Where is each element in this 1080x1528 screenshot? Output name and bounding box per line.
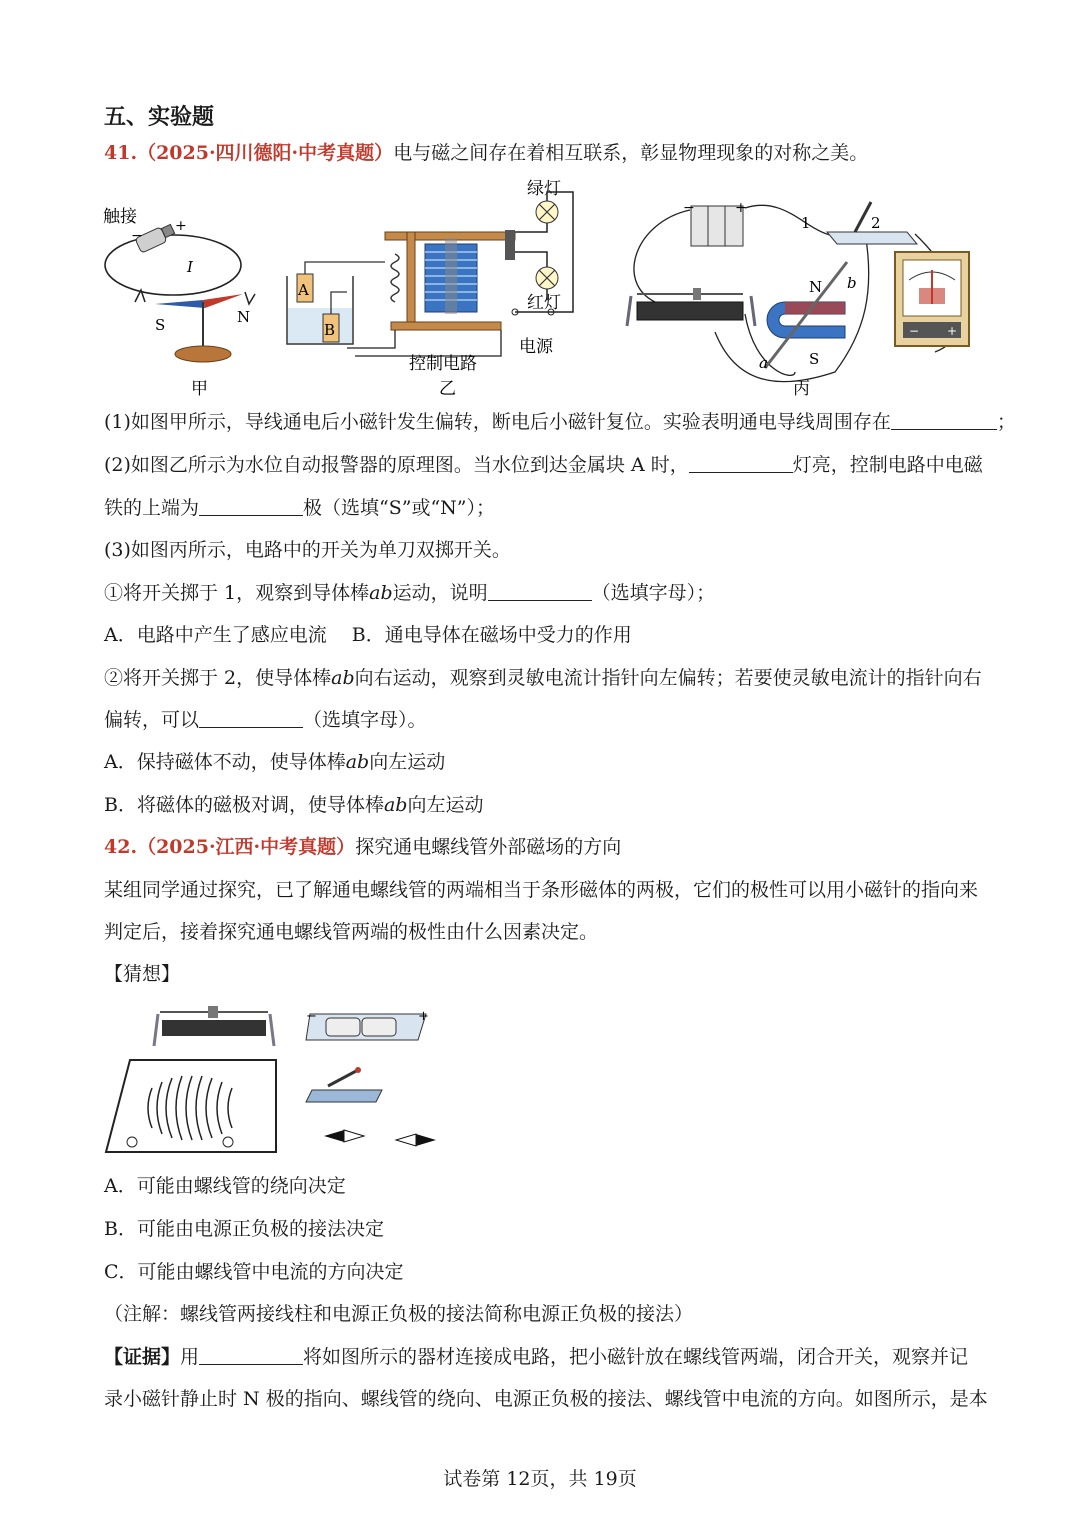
q42-intro-1: 某组同学通过探究，已了解通电螺线管的两端相当于条形磁体的两极，它们的极性可以用小磁针的指向来 — [104, 879, 979, 901]
svg-text:a: a — [759, 354, 768, 372]
svg-text:S: S — [809, 350, 820, 368]
battery-pack-icon — [683, 200, 747, 246]
q42-note: （注解：螺线管两接线柱和电源正负极的接法简称电源正负极的接法） — [104, 1303, 694, 1325]
svg-text:b: b — [847, 274, 857, 292]
svg-text:控制电路: 控制电路 — [409, 354, 477, 374]
svg-text:−: − — [131, 228, 143, 244]
jia-caption: 甲 — [191, 379, 208, 399]
jia-contact-label: 触接 — [103, 207, 137, 227]
q41-part3-2: ②将开关掷于 2，使导体棒ab向右运动，观察到灵敏电流计指针向左偏转；若要使灵敏电流计的指针向右 — [104, 667, 982, 689]
electromagnet-icon — [385, 230, 515, 330]
compass-needle-icon — [324, 1130, 364, 1142]
svg-text:A: A — [298, 281, 309, 299]
svg-text:N: N — [809, 278, 823, 296]
q41-source: （2025·四川德阳·中考真题） — [137, 142, 394, 164]
section-title: 五、实验题 — [104, 104, 215, 130]
q41-number: 41. — [104, 142, 138, 164]
q42-header — [104, 835, 621, 859]
switch-icon — [306, 1067, 382, 1102]
rheostat-icon — [154, 1006, 274, 1046]
figure-yi — [287, 179, 573, 399]
q42-guess-title: 【猜想】 — [104, 963, 181, 985]
svg-text:S: S — [155, 316, 166, 334]
svg-text:+: + — [947, 324, 958, 338]
q42-guess-b: B．可能由电源正负极的接法决定 — [104, 1218, 384, 1240]
answer-blank-4[interactable] — [488, 582, 592, 601]
q41-part3-options: A．电路中产生了感应电流 B．通电导体在磁场中受力的作用 — [104, 624, 632, 646]
q41-option-b: B．将磁体的磁极对调，使导体棒ab向左运动 — [104, 794, 484, 816]
battery-icon — [306, 1009, 429, 1040]
yi-caption: 乙 — [439, 379, 456, 399]
answer-blank-6[interactable] — [199, 1346, 303, 1365]
q41-part3: (3)如图丙所示，电路中的开关为单刀双掷开关。 — [104, 539, 511, 561]
page-footer: 试卷第 12页，共 19页 — [443, 1468, 637, 1490]
q41-stem: 电与磁之间存在着相互联系，彰显物理现象的对称之美。 — [393, 142, 869, 164]
svg-text:+: + — [735, 200, 747, 216]
knife-switch-icon — [801, 202, 917, 244]
horseshoe-magnet-icon — [759, 262, 857, 372]
svg-text:+: + — [418, 1009, 429, 1024]
q41-part2a: (2)如图乙所示为水位自动报警器的原理图。当水位到达金属块 A 时， 灯亮，控制电路中电磁 — [104, 454, 983, 476]
answer-blank-1[interactable] — [891, 411, 997, 430]
q41-part1: (1)如图甲所示，导线通电后小磁针发生偏转，断电后小磁针复位。实验表明通电导线周围存在 ； — [104, 411, 1016, 433]
svg-text:+: + — [175, 218, 187, 234]
solenoid-board-icon — [106, 1060, 276, 1152]
q42-guess-a: A．可能由螺线管的绕向决定 — [104, 1175, 346, 1197]
q42-stem: 探究通电螺线管外部磁场的方向 — [355, 836, 622, 858]
answer-blank-2[interactable] — [689, 454, 793, 473]
compass-needle-icon — [155, 294, 243, 362]
bing-caption: 丙 — [793, 379, 810, 399]
q42-guess-c: C．可能由螺线管中电流的方向决定 — [104, 1261, 404, 1283]
q41-option-a: A．保持磁体不动，使导体棒ab向左运动 — [104, 751, 446, 773]
q41-figures — [95, 172, 985, 404]
galvanometer-icon — [895, 252, 969, 346]
svg-text:绿灯: 绿灯 — [527, 179, 561, 199]
figure-bing — [627, 200, 969, 399]
svg-text:−: − — [306, 1009, 317, 1024]
svg-text:红灯: 红灯 — [527, 293, 561, 313]
q41-header — [104, 141, 868, 165]
q42-source: （2025·江西·中考真题） — [137, 836, 356, 858]
rheostat-icon — [627, 288, 755, 326]
svg-text:I: I — [187, 258, 193, 276]
answer-blank-5[interactable] — [199, 709, 303, 728]
svg-text:2: 2 — [871, 214, 881, 232]
q42-evidence-2: 录小磁针静止时 N 极的指向、螺线管的绕向、电源正负极的接法、螺线管中电流的方向。如图所示，是本 — [104, 1388, 988, 1410]
figure-jia — [103, 207, 255, 399]
compass-needle-icon — [396, 1134, 436, 1146]
svg-text:−: − — [909, 324, 920, 338]
svg-text:电源: 电源 — [519, 337, 553, 357]
q42-number: 42. — [104, 836, 138, 858]
water-tank-icon — [287, 262, 385, 344]
svg-text:N: N — [237, 308, 251, 326]
answer-blank-3[interactable] — [199, 497, 303, 516]
svg-text:1: 1 — [801, 214, 811, 232]
svg-text:B: B — [324, 321, 336, 339]
q42-evidence-1: 【证据】用 将如图所示的器材连接成电路，把小磁针放在螺线管两端，闭合开关，观察并记 — [104, 1346, 969, 1368]
q42-apparatus-figure — [100, 998, 450, 1158]
q41-part3-1: ①将开关掷于 1，观察到导体棒ab运动，说明 （选填字母）； — [104, 582, 716, 604]
q41-part2b: 铁的上端为 极（选填“S”或“N”）； — [104, 497, 496, 519]
q41-part3-2-cont: 偏转，可以 （选填字母）。 — [104, 709, 427, 731]
svg-text:−: − — [683, 200, 695, 216]
q42-intro-2: 判定后，接着探究通电螺线管两端的极性由什么因素决定。 — [104, 921, 599, 943]
